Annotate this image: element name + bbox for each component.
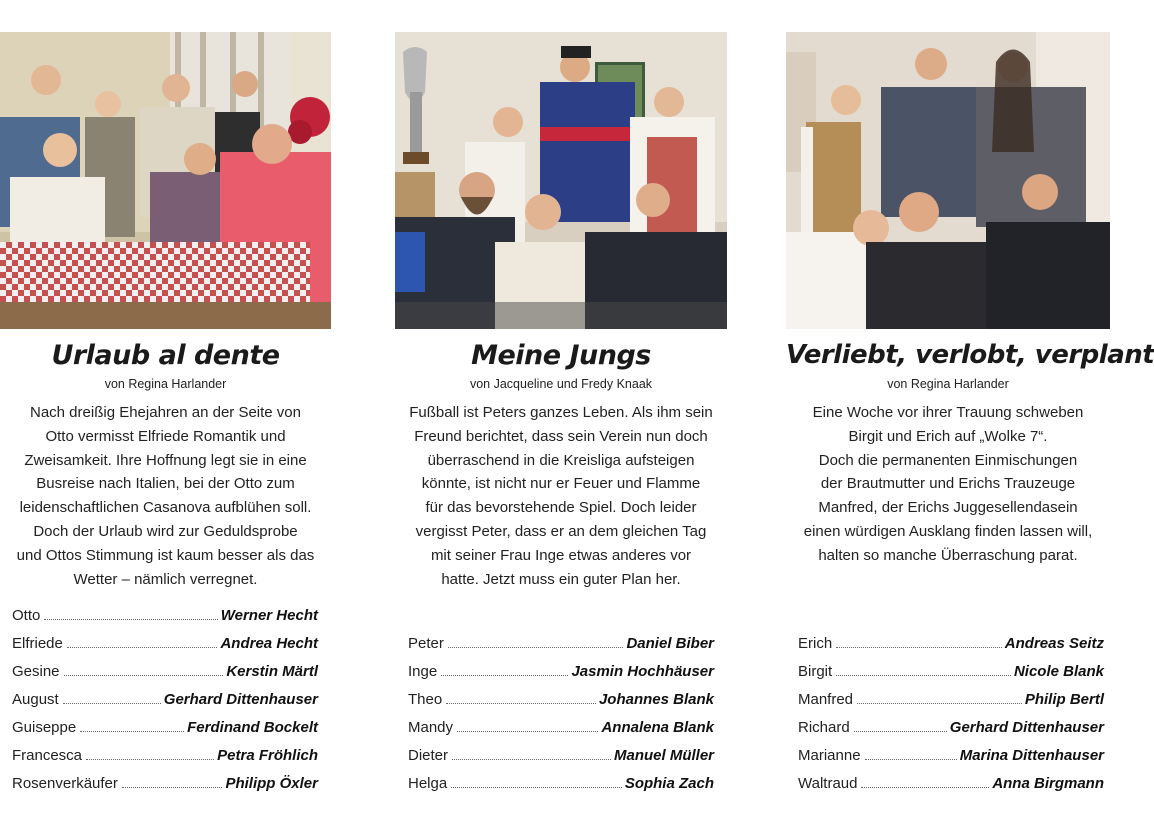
- cast-photo-meine-jungs: [395, 32, 727, 329]
- leader-dots: [452, 759, 611, 760]
- cast-role: Peter: [408, 635, 444, 652]
- cast-actor: Philip Bertl: [1024, 691, 1104, 708]
- cast-actor: Anna Birgmann: [992, 775, 1104, 792]
- cast-actor: Marina Dittenhauser: [959, 747, 1104, 764]
- leader-dots: [854, 731, 947, 732]
- description-line: mit seiner Frau Inge etwas anderes vor: [430, 546, 692, 564]
- play-title: Verliebt, verlobt, verplant: [786, 340, 1154, 370]
- cast-role: Guiseppe: [12, 719, 77, 736]
- cast-role: Birgit: [798, 663, 833, 680]
- description-line: für das bevorstehende Spiel. Doch leider: [425, 499, 697, 517]
- description-line: halten so manche Überraschung parat.: [818, 546, 1078, 564]
- cast-entry: [12, 719, 318, 747]
- cast-entry: [12, 775, 318, 803]
- cast-entry: [408, 747, 714, 775]
- cast-actor: Werner Hecht: [220, 607, 318, 624]
- cast-entry: [12, 747, 318, 775]
- cast-actor: Andrea Hecht: [220, 635, 318, 652]
- play-author: von Jacqueline und Fredy Knaak: [469, 377, 653, 391]
- cast-role: Mandy: [408, 719, 454, 736]
- description-line: Freund berichtet, dass sein Verein nun doch: [414, 427, 708, 445]
- cast-actor: Johannes Blank: [598, 691, 714, 708]
- leader-dots: [457, 731, 598, 732]
- leader-dots: [80, 731, 184, 732]
- description-line: leidenschaftlichen Casanova aufblühen soll.: [19, 499, 312, 517]
- description-line: einen würdigen Ausklang finden lassen will,: [803, 522, 1093, 540]
- cast-entry: [408, 775, 714, 803]
- description-line: könnte, ist nicht nur er Feuer und Flamme: [421, 475, 701, 493]
- play-title: Urlaub al dente: [51, 340, 280, 371]
- cast-list: [12, 607, 318, 803]
- description-line: Fußball ist Peters ganzes Leben. Als ihm sein: [409, 404, 713, 421]
- cast-role: Helga: [408, 775, 448, 792]
- description-line: Zweisamkeit. Ihre Hoffnung legt sie in eine: [24, 451, 307, 469]
- cast-role: Francesca: [12, 747, 83, 764]
- cast-entry: [798, 719, 1104, 747]
- cast-role: Elfriede: [12, 635, 63, 652]
- leader-dots: [64, 675, 224, 676]
- description-line: der Brautmutter und Erichs Trauzeuge: [820, 475, 1076, 493]
- leader-dots: [836, 647, 1002, 648]
- play-title: Meine Jungs: [471, 340, 651, 371]
- cast-role: Theo: [408, 691, 443, 708]
- play-column-verliebt-verlobt-verplant: [786, 0, 1154, 832]
- cast-role: Inge: [408, 663, 438, 680]
- cast-entry: [798, 747, 1104, 775]
- play-column-meine-jungs: [395, 0, 727, 832]
- play-author: von Regina Harlander: [887, 377, 1009, 391]
- description-line: Doch der Urlaub wird zur Geduldsprobe: [33, 522, 298, 540]
- cast-entry: [408, 719, 714, 747]
- cast-role: Richard: [798, 719, 850, 736]
- description-line: und Ottos Stimmung ist kaum besser als das: [16, 546, 315, 564]
- cast-actor: Nicole Blank: [1013, 663, 1104, 680]
- cast-entry: [798, 635, 1104, 663]
- cast-photo-urlaub-al-dente: [0, 32, 331, 329]
- cast-actor: Daniel Biber: [626, 635, 714, 652]
- play-author: von Regina Harlander: [104, 377, 227, 391]
- description-line: hatte. Jetzt muss ein guter Plan her.: [441, 570, 681, 588]
- description-line: Nach dreißig Ehejahren an der Seite von: [30, 404, 301, 421]
- leader-dots: [857, 703, 1022, 704]
- leader-dots: [67, 647, 218, 648]
- description-line: vergisst Peter, dass er an dem gleichen Tag: [415, 522, 707, 540]
- play-description: [4, 401, 327, 591]
- cast-role: Otto: [12, 607, 41, 624]
- cast-list: [408, 635, 714, 803]
- cast-entry: [12, 607, 318, 635]
- cast-role: Gesine: [12, 663, 60, 680]
- cast-actor: Gerhard Dittenhauser: [163, 691, 318, 708]
- leader-dots: [836, 675, 1011, 676]
- cast-role: Erich: [798, 635, 833, 652]
- cast-actor: Philipp Öxler: [225, 775, 318, 792]
- description-line: Otto vermisst Elfriede Romantik und: [45, 427, 286, 445]
- cast-role: Marianne: [798, 747, 861, 764]
- description-line: Eine Woche vor ihrer Trauung schweben: [812, 404, 1084, 421]
- leader-dots: [865, 759, 957, 760]
- leader-dots: [63, 703, 161, 704]
- cast-entry: [12, 635, 318, 663]
- description-line: Manfred, der Erichs Juggesellendasein: [818, 499, 1078, 517]
- cast-role: Manfred: [798, 691, 854, 708]
- cast-role: Rosenverkäufer: [12, 775, 118, 792]
- leader-dots: [441, 675, 568, 676]
- cast-actor: Gerhard Dittenhauser: [949, 719, 1104, 736]
- play-description: [790, 401, 1106, 568]
- leader-dots: [86, 759, 214, 760]
- cast-entry: [408, 691, 714, 719]
- cast-actor: Andreas Seitz: [1004, 635, 1104, 652]
- leader-dots: [448, 647, 624, 648]
- description-line: Busreise nach Italien, bei der Otto zum: [36, 475, 295, 493]
- cast-actor: Ferdinand Bockelt: [187, 719, 318, 736]
- leader-dots: [861, 787, 989, 788]
- cast-entry: [408, 635, 714, 663]
- play-description: [399, 401, 723, 591]
- cast-photo-verliebt-verlobt-verplant: [786, 32, 1110, 329]
- cast-actor: Manuel Müller: [613, 747, 714, 764]
- cast-role: Waltraud: [798, 775, 858, 792]
- cast-actor: Kerstin Märtl: [226, 663, 318, 680]
- cast-role: Dieter: [408, 747, 449, 764]
- cast-actor: Petra Fröhlich: [217, 747, 318, 764]
- cast-actor: Jasmin Hochhäuser: [571, 663, 714, 680]
- cast-entry: [408, 663, 714, 691]
- description-line: Birgit und Erich auf „Wolke 7“.: [848, 427, 1048, 445]
- description-line: überraschend in die Kreisliga aufsteigen: [427, 451, 695, 469]
- description-line: Wetter – nämlich verregnet.: [73, 570, 258, 588]
- cast-entry: [12, 691, 318, 719]
- description-line: Doch die permanenten Einmischungen: [818, 451, 1078, 469]
- play-column-urlaub-al-dente: [0, 0, 331, 832]
- cast-entry: [798, 775, 1104, 803]
- leader-dots: [446, 703, 596, 704]
- cast-entry: [798, 691, 1104, 719]
- cast-role: August: [12, 691, 59, 708]
- leader-dots: [122, 787, 223, 788]
- leader-dots: [451, 787, 622, 788]
- leader-dots: [44, 619, 217, 620]
- cast-list: [798, 635, 1104, 803]
- cast-entry: [798, 663, 1104, 691]
- cast-actor: Annalena Blank: [601, 719, 714, 736]
- cast-entry: [12, 663, 318, 691]
- cast-actor: Sophia Zach: [624, 775, 714, 792]
